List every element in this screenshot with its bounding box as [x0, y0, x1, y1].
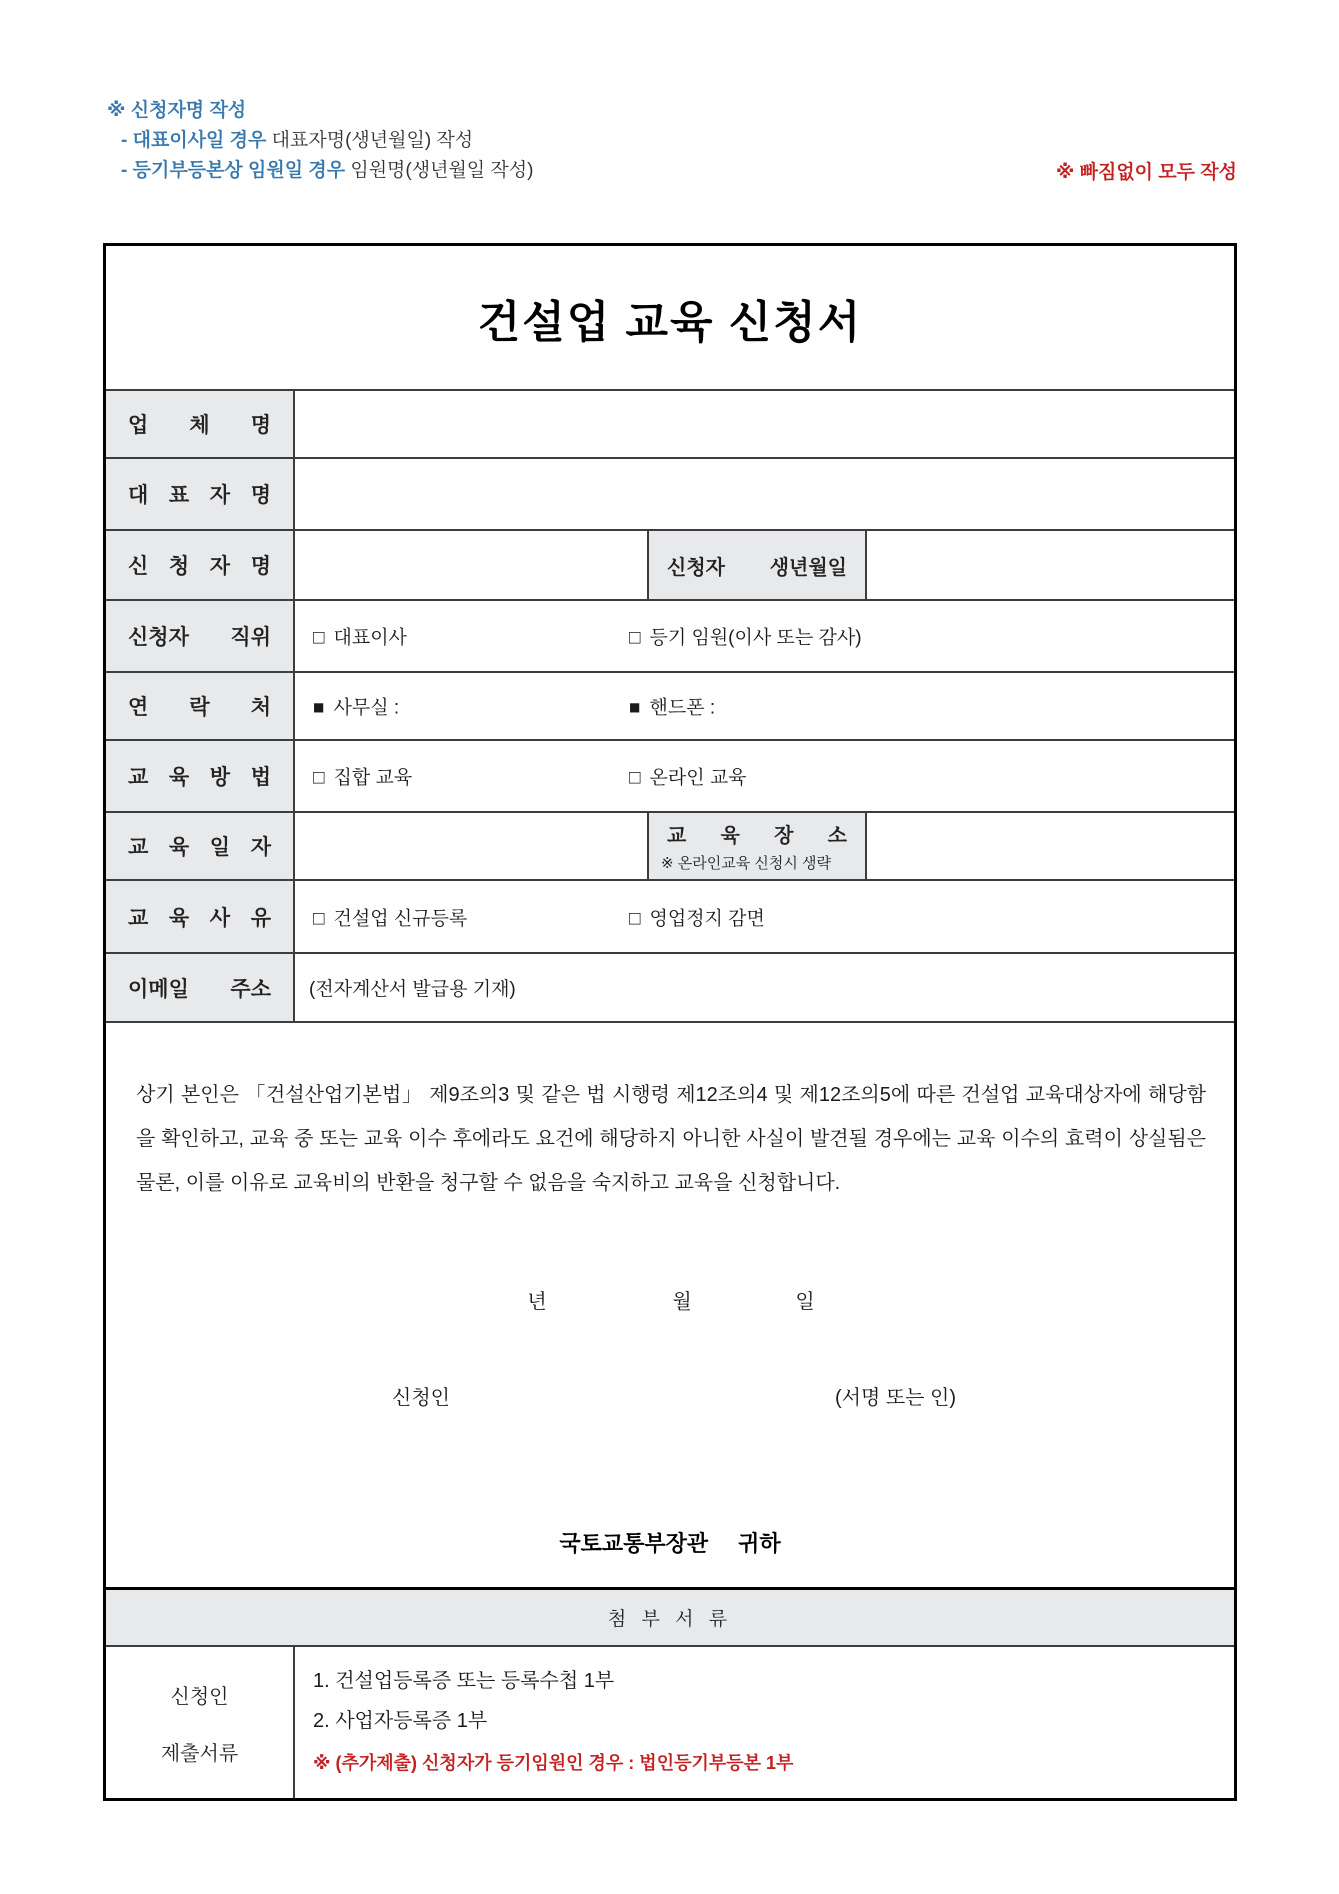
checkbox-icon: □	[629, 908, 641, 929]
email-label: 이메일 주소	[128, 977, 271, 1001]
contact-label: 연 락 처	[128, 696, 271, 719]
education-date-field	[295, 813, 649, 879]
declaration-text: 상기 본인은 「건설산업기본법」 제9조의3 및 같은 법 시행령 제12조의4 및 제12조의5에 따른 건설업 교육대상자에 해당함을 확인하고, 교육 중 또는 교육 이수 후에라도 요건에 해당하지 아니한 사실이 발견될 경우에는 교육 이수의 효력이 상실됨은 물론, 이를 이유로 교육비의 반환을 청구할 수 없음을 숙지하고 교육을 신청합니다.	[136, 1084, 1206, 1194]
date-month-label: 월	[672, 1291, 692, 1313]
ceo-name-label-cell	[106, 459, 295, 529]
bullet-square-icon: ■	[313, 697, 325, 719]
option-in-person-label: 집합 교육	[333, 767, 413, 789]
attachment-item: 2. 사업자등록증 1부	[313, 1710, 488, 1732]
option-online-education	[629, 763, 747, 790]
applicant-position-options	[295, 601, 1234, 671]
row-education-reason	[106, 881, 1234, 954]
company-name-label: 업 체 명	[128, 414, 271, 437]
option-registered-officer	[629, 623, 862, 650]
recipient-line	[106, 1527, 1234, 1558]
mobile-phone-field	[629, 693, 715, 720]
option-suspension-reduction	[629, 903, 765, 930]
attachment-additional-note: ※ (추가제출) 신청자가 등기임원인 경우 : 법인등기부등본 1부	[313, 1753, 794, 1773]
option-ceo	[313, 623, 407, 650]
applicant-position-label-cell	[106, 601, 295, 671]
education-method-label: 교 육 방 법	[128, 766, 271, 789]
checkbox-icon: □	[313, 908, 325, 929]
contact-label-cell	[106, 673, 295, 739]
row-email	[106, 954, 1234, 1023]
row-applicant-position	[106, 601, 1234, 673]
attachments-header: 첨 부 서 류	[106, 1590, 1234, 1647]
row-contact	[106, 673, 1234, 741]
form-title-row	[106, 246, 1234, 391]
option-ceo-label: 대표이사	[333, 627, 407, 649]
option-registered-officer-label: 등기 임원(이사 또는 감사)	[649, 627, 862, 649]
statement-section	[106, 1023, 1234, 1590]
attachment-item: 1. 건설업등록증 또는 등록수첩 1부	[313, 1670, 615, 1692]
option-new-registration-label: 건설업 신규등록	[333, 908, 468, 929]
notes-line2-instruction: 임원명(생년월일 작성)	[350, 160, 534, 181]
ceo-name-field	[295, 459, 1234, 529]
education-place-label-cell	[649, 813, 867, 879]
education-reason-label-cell	[106, 881, 295, 952]
option-in-person-education	[313, 763, 412, 790]
education-reason-label: 교 육 사 유	[128, 906, 271, 930]
education-place-field	[867, 813, 1234, 879]
notes-line-2	[107, 156, 533, 186]
signer-label: 신청인	[392, 1387, 450, 1409]
checkbox-icon: □	[629, 627, 641, 649]
checkbox-icon: □	[313, 767, 325, 789]
notes-line-1	[107, 126, 533, 156]
application-form-table	[103, 243, 1237, 1801]
company-name-label-cell	[106, 391, 295, 457]
office-phone-label: 사무실 :	[333, 697, 400, 719]
mobile-phone-label: 핸드폰 :	[649, 697, 716, 719]
date-year-label: 년	[527, 1291, 547, 1313]
row-applicant-name	[106, 531, 1234, 601]
top-notes	[107, 96, 533, 186]
option-suspension-reduction-label: 영업정지 감면	[649, 908, 765, 929]
education-place-label: 교 육 장 소	[667, 825, 847, 847]
education-date-label-cell	[106, 813, 295, 879]
applicant-position-label: 신청자 직위	[128, 626, 271, 649]
row-ceo-name	[106, 459, 1234, 531]
applicant-name-field	[295, 531, 649, 599]
education-method-options	[295, 741, 1234, 811]
attachments-list	[295, 1647, 1234, 1798]
checkbox-icon: □	[313, 627, 325, 649]
notes-heading: ※ 신청자명 작성	[107, 100, 247, 121]
attachments-left-line2: 제출서류	[160, 1742, 239, 1765]
office-phone-field	[313, 693, 399, 720]
education-reason-options	[295, 881, 1234, 952]
recipient-name: 국토교통부장관	[559, 1531, 709, 1556]
email-field: (전자계산서 발급용 기재)	[309, 979, 516, 1000]
applicant-birthdate-label-cell	[649, 531, 867, 599]
email-label-cell	[106, 954, 295, 1021]
recipient-honorific: 귀하	[738, 1531, 781, 1556]
bullet-square-icon: ■	[629, 697, 641, 719]
option-new-registration	[313, 903, 467, 930]
row-company-name	[106, 391, 1234, 459]
checkbox-icon: □	[629, 767, 641, 789]
company-name-field	[295, 391, 1234, 457]
row-education-method	[106, 741, 1234, 813]
form-title: 건설업 교육 신청서	[477, 297, 863, 347]
education-place-note: ※ 온라인교육 신청시 생략	[661, 855, 831, 872]
applicant-birthdate-field	[867, 531, 1234, 599]
ceo-name-label: 대 표 자 명	[128, 484, 271, 507]
education-method-label-cell	[106, 741, 295, 811]
contact-fields	[295, 673, 1234, 739]
date-day-label: 일	[795, 1291, 815, 1313]
notes-line1-condition: - 대표이사일 경우	[121, 130, 267, 151]
notes-line2-condition: - 등기부등본상 임원일 경우	[121, 160, 346, 181]
option-online-label: 온라인 교육	[649, 767, 747, 789]
applicant-birthdate-label: 신청자 생년월일	[667, 556, 847, 579]
applicant-name-label: 신 청 자 명	[128, 555, 271, 578]
row-education-date	[106, 813, 1234, 881]
attachments-left-line1: 신청인	[170, 1685, 229, 1708]
notes-line1-instruction: 대표자명(생년월일) 작성	[271, 130, 474, 151]
fill-all-warning: ※ 빠짐없이 모두 작성	[1055, 162, 1237, 183]
education-date-label: 교 육 일 자	[128, 836, 271, 859]
signature-or-seal-label: (서명 또는 인)	[835, 1387, 957, 1409]
attachments-row	[106, 1647, 1234, 1798]
attachments-left-cell	[106, 1647, 295, 1798]
applicant-name-label-cell	[106, 531, 295, 599]
